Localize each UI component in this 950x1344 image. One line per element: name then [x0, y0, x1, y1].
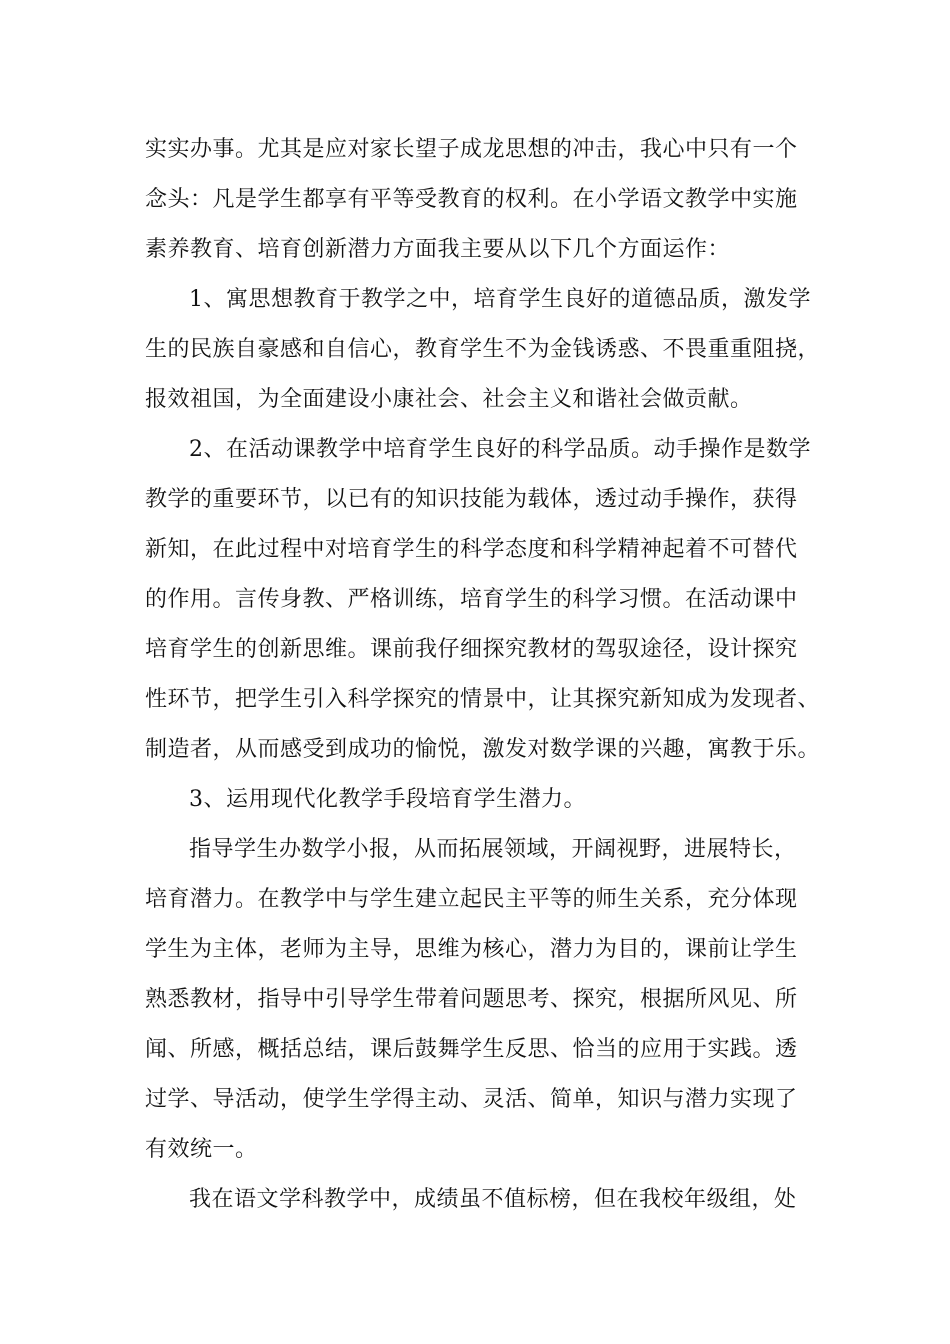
text-line: 学生为主体，老师为主导，思维为核心，潜力为目的，课前让学生 [145, 937, 798, 962]
text-line: 熟悉教材，指导中引导学生带着问题思考、探究，根据所风见、所 [145, 987, 798, 1012]
text-line: 新知，在此过程中对培育学生的科学态度和科学精神起着不可替代 [145, 537, 798, 562]
text-line: 2、在活动课教学中培育学生良好的科学品质。动手操作是数学 [189, 437, 811, 462]
text-line: 指导学生办数学小报，从而拓展领域，开阔视野，进展特长， [189, 837, 797, 862]
text-line: 报效祖国，为全面建设小康社会、社会主义和谐社会做贡献。 [145, 387, 753, 412]
text-line: 教学的重要环节，以已有的知识技能为载体，透过动手操作，获得 [145, 487, 798, 512]
text-line: 制造者，从而感受到成功的愉悦，激发对数学课的兴趣，寓教于乐。 [145, 737, 821, 762]
text-line: 1、寓思想教育于教学之中，培育学生良好的道德品质，激发学 [189, 287, 811, 312]
text-line: 性环节，把学生引入科学探究的情景中，让其探究新知成为发现者、 [145, 687, 821, 712]
text-line: 闻、所感，概括总结，课后鼓舞学生反思、恰当的应用于实践。透 [145, 1037, 798, 1062]
text-line: 培育潜力。在教学中与学生建立起民主平等的师生关系，充分体现 [145, 887, 798, 912]
text-line: 的作用。言传身教、严格训练，培育学生的科学习惯。在活动课中 [145, 587, 798, 612]
text-line: 生的民族自豪感和自信心，教育学生不为金钱诱惑、不畏重重阻挠， [145, 337, 821, 362]
text-line: 实实办事。尤其是应对家长望子成龙思想的冲击，我心中只有一个 [145, 137, 798, 162]
text-line: 我在语文学科教学中，成绩虽不值标榜，但在我校年级组，处 [189, 1187, 797, 1212]
text-line: 培育学生的创新思维。课前我仔细探究教材的驾驭途径，设计探究 [145, 637, 798, 662]
text-line: 素养教育、培育创新潜力方面我主要从以下几个方面运作： [145, 237, 731, 262]
text-line: 念头：凡是学生都享有平等受教育的权利。在小学语文教学中实施 [145, 187, 798, 212]
text-line: 3、运用现代化教学手段培育学生潜力。 [189, 787, 586, 812]
text-line: 过学、导活动，使学生学得主动、灵活、简单，知识与潜力实现了 [145, 1087, 798, 1112]
text-line: 有效统一。 [145, 1137, 258, 1162]
